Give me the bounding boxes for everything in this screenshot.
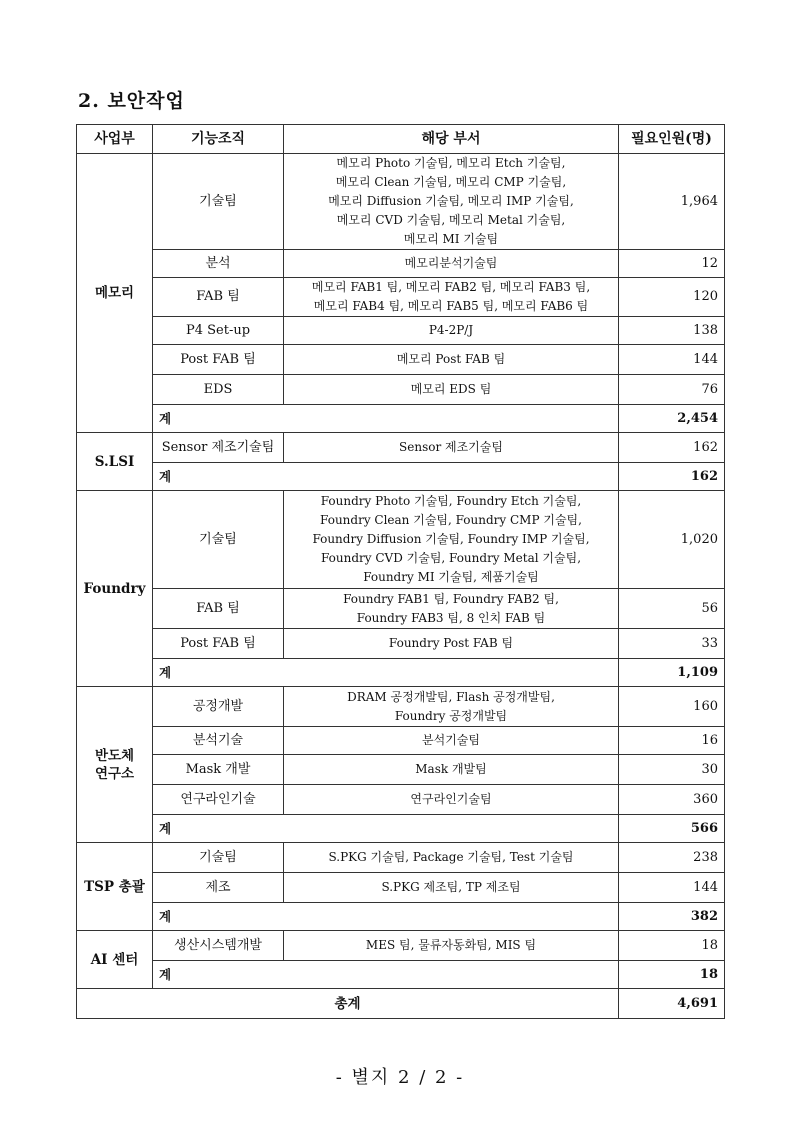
subtotal-row bbox=[77, 659, 725, 687]
subtotal-label: 계 bbox=[153, 659, 619, 687]
table-row bbox=[77, 629, 725, 659]
staff-count-cell: 33 bbox=[619, 629, 725, 659]
department-cell bbox=[284, 755, 619, 785]
table-row bbox=[77, 785, 725, 815]
subtotal-value: 1,109 bbox=[619, 659, 725, 687]
table-row bbox=[77, 317, 725, 345]
function-cell: 기술팀 bbox=[153, 154, 284, 250]
table-row bbox=[77, 755, 725, 785]
department-line: 메모리 Post FAB 팀 bbox=[396, 352, 506, 366]
division-cell: S.LSI bbox=[77, 433, 153, 491]
page-footer: - 별지 2 / 2 - bbox=[335, 1067, 465, 1088]
department-line: Mask 개발팀 bbox=[415, 762, 487, 776]
grand-total-value: 4,691 bbox=[619, 989, 725, 1019]
division-cell: AI 센터 bbox=[77, 931, 153, 989]
table-row bbox=[77, 589, 725, 629]
grand-total-row bbox=[77, 989, 725, 1019]
department-cell bbox=[284, 687, 619, 727]
table-row bbox=[77, 491, 725, 589]
department-line: DRAM 공정개발팀, Flash 공정개발팀, bbox=[347, 689, 555, 704]
subtotal-value: 566 bbox=[619, 815, 725, 843]
division-cell: TSP 총괄 bbox=[77, 843, 153, 931]
department-cell bbox=[284, 375, 619, 405]
function-cell: 기술팀 bbox=[153, 843, 284, 873]
department-line: 분석기술팀 bbox=[422, 733, 480, 747]
division-cell bbox=[77, 687, 153, 843]
department-line: 메모리 MI 기술팀 bbox=[403, 232, 499, 246]
staff-count-cell: 160 bbox=[619, 687, 725, 727]
department-cell bbox=[284, 785, 619, 815]
department-line: Foundry Diffusion 기술팀, Foundry IMP 기술팀, bbox=[312, 532, 590, 546]
department-line: Foundry FAB3 팀, 8 인치 FAB 팀 bbox=[356, 610, 546, 625]
table-row bbox=[77, 931, 725, 961]
staff-count-cell: 238 bbox=[619, 843, 725, 873]
department-line: P4-2P/J bbox=[428, 323, 474, 337]
function-cell: 분석 bbox=[153, 250, 284, 278]
department-cell bbox=[284, 931, 619, 961]
department-line: 메모리 FAB4 팀, 메모리 FAB5 팀, 메모리 FAB6 팀 bbox=[313, 299, 589, 313]
department-line: Foundry FAB1 팀, Foundry FAB2 팀, bbox=[343, 591, 559, 606]
department-line: Sensor 제조기술팀 bbox=[399, 440, 503, 454]
department-line: 메모리분석기술팀 bbox=[404, 256, 498, 270]
function-cell: EDS bbox=[153, 375, 284, 405]
department-cell bbox=[284, 491, 619, 589]
section-title: 2. 보안작업 bbox=[78, 90, 185, 112]
table-header-row bbox=[77, 125, 725, 154]
function-cell: 생산시스템개발 bbox=[153, 931, 284, 961]
subtotal-row bbox=[77, 405, 725, 433]
function-cell: 분석기술 bbox=[153, 727, 284, 755]
department-line: 메모리 EDS 팀 bbox=[410, 382, 492, 396]
department-line: MES 팀, 물류자동화팀, MIS 팀 bbox=[365, 938, 537, 952]
department-line: Foundry Clean 기술팀, Foundry CMP 기술팀, bbox=[320, 513, 582, 527]
staff-count-cell: 16 bbox=[619, 727, 725, 755]
table-row bbox=[77, 433, 725, 463]
grand-total-label: 총계 bbox=[77, 989, 619, 1019]
table-row bbox=[77, 727, 725, 755]
department-line: 메모리 Photo 기술팀, 메모리 Etch 기술팀, bbox=[336, 156, 566, 170]
staff-count-cell: 1,964 bbox=[619, 154, 725, 250]
staff-count-cell: 144 bbox=[619, 873, 725, 903]
department-line: 메모리 CVD 기술팀, 메모리 Metal 기술팀, bbox=[336, 213, 566, 227]
function-cell: 기술팀 bbox=[153, 491, 284, 589]
staff-count-cell: 138 bbox=[619, 317, 725, 345]
division-cell: 메모리 bbox=[77, 154, 153, 433]
subtotal-row bbox=[77, 903, 725, 931]
function-cell: 연구라인기술 bbox=[153, 785, 284, 815]
table-row bbox=[77, 278, 725, 317]
staff-count-cell: 1,020 bbox=[619, 491, 725, 589]
subtotal-row bbox=[77, 961, 725, 989]
function-cell: Mask 개발 bbox=[153, 755, 284, 785]
department-line: S.PKG 기술팀, Package 기술팀, Test 기술팀 bbox=[328, 850, 574, 864]
department-line: 연구라인기술팀 bbox=[410, 792, 492, 806]
subtotal-label: 계 bbox=[153, 961, 619, 989]
department-line: Foundry Photo 기술팀, Foundry Etch 기술팀, bbox=[320, 494, 582, 508]
subtotal-row bbox=[77, 815, 725, 843]
header-department: 해당 부서 bbox=[284, 125, 619, 154]
table-row bbox=[77, 250, 725, 278]
staff-count-cell: 144 bbox=[619, 345, 725, 375]
subtotal-label: 계 bbox=[153, 463, 619, 491]
function-cell: FAB 팀 bbox=[153, 278, 284, 317]
department-line: 메모리 Diffusion 기술팀, 메모리 IMP 기술팀, bbox=[328, 194, 574, 208]
department-cell bbox=[284, 629, 619, 659]
subtotal-value: 2,454 bbox=[619, 405, 725, 433]
staff-count-cell: 30 bbox=[619, 755, 725, 785]
department-cell bbox=[284, 317, 619, 345]
table-row bbox=[77, 843, 725, 873]
function-cell: 공정개발 bbox=[153, 687, 284, 727]
function-cell: Post FAB 팀 bbox=[153, 629, 284, 659]
department-cell bbox=[284, 250, 619, 278]
subtotal-label: 계 bbox=[153, 815, 619, 843]
department-line: Foundry 공정개발팀 bbox=[394, 708, 508, 723]
function-cell: FAB 팀 bbox=[153, 589, 284, 629]
department-cell bbox=[284, 278, 619, 317]
subtotal-label: 계 bbox=[153, 903, 619, 931]
function-cell: 제조 bbox=[153, 873, 284, 903]
subtotal-label: 계 bbox=[153, 405, 619, 433]
function-cell: P4 Set-up bbox=[153, 317, 284, 345]
department-line: Foundry Post FAB 팀 bbox=[388, 636, 514, 650]
division-name-line: 연구소 bbox=[94, 765, 135, 782]
department-cell bbox=[284, 589, 619, 629]
department-cell bbox=[284, 727, 619, 755]
staff-count-cell: 162 bbox=[619, 433, 725, 463]
header-function: 기능조직 bbox=[153, 125, 284, 154]
division-name-line: 반도체 bbox=[94, 747, 135, 764]
department-line: S.PKG 제조팀, TP 제조팀 bbox=[381, 880, 521, 894]
department-line: 메모리 FAB1 팀, 메모리 FAB2 팀, 메모리 FAB3 팀, bbox=[311, 280, 591, 294]
department-line: Foundry CVD 기술팀, Foundry Metal 기술팀, bbox=[320, 551, 582, 565]
table-row bbox=[77, 873, 725, 903]
subtotal-value: 162 bbox=[619, 463, 725, 491]
table-row bbox=[77, 345, 725, 375]
security-work-table bbox=[76, 124, 725, 1019]
department-line: Foundry MI 기술팀, 제품기술팀 bbox=[363, 570, 539, 584]
function-cell: Sensor 제조기술팀 bbox=[153, 433, 284, 463]
header-division: 사업부 bbox=[77, 125, 153, 154]
subtotal-value: 18 bbox=[619, 961, 725, 989]
table-row bbox=[77, 687, 725, 727]
department-cell bbox=[284, 873, 619, 903]
table-row bbox=[77, 375, 725, 405]
function-cell: Post FAB 팀 bbox=[153, 345, 284, 375]
department-line: 메모리 Clean 기술팀, 메모리 CMP 기술팀, bbox=[335, 175, 567, 189]
header-required-staff: 필요인원(명) bbox=[619, 125, 725, 154]
table-row bbox=[77, 154, 725, 250]
staff-count-cell: 76 bbox=[619, 375, 725, 405]
department-cell bbox=[284, 843, 619, 873]
staff-count-cell: 360 bbox=[619, 785, 725, 815]
staff-count-cell: 120 bbox=[619, 278, 725, 317]
staff-count-cell: 56 bbox=[619, 589, 725, 629]
staff-count-cell: 18 bbox=[619, 931, 725, 961]
department-cell bbox=[284, 433, 619, 463]
department-cell bbox=[284, 154, 619, 250]
department-cell bbox=[284, 345, 619, 375]
subtotal-value: 382 bbox=[619, 903, 725, 931]
staff-count-cell: 12 bbox=[619, 250, 725, 278]
subtotal-row bbox=[77, 463, 725, 491]
division-cell: Foundry bbox=[77, 491, 153, 687]
